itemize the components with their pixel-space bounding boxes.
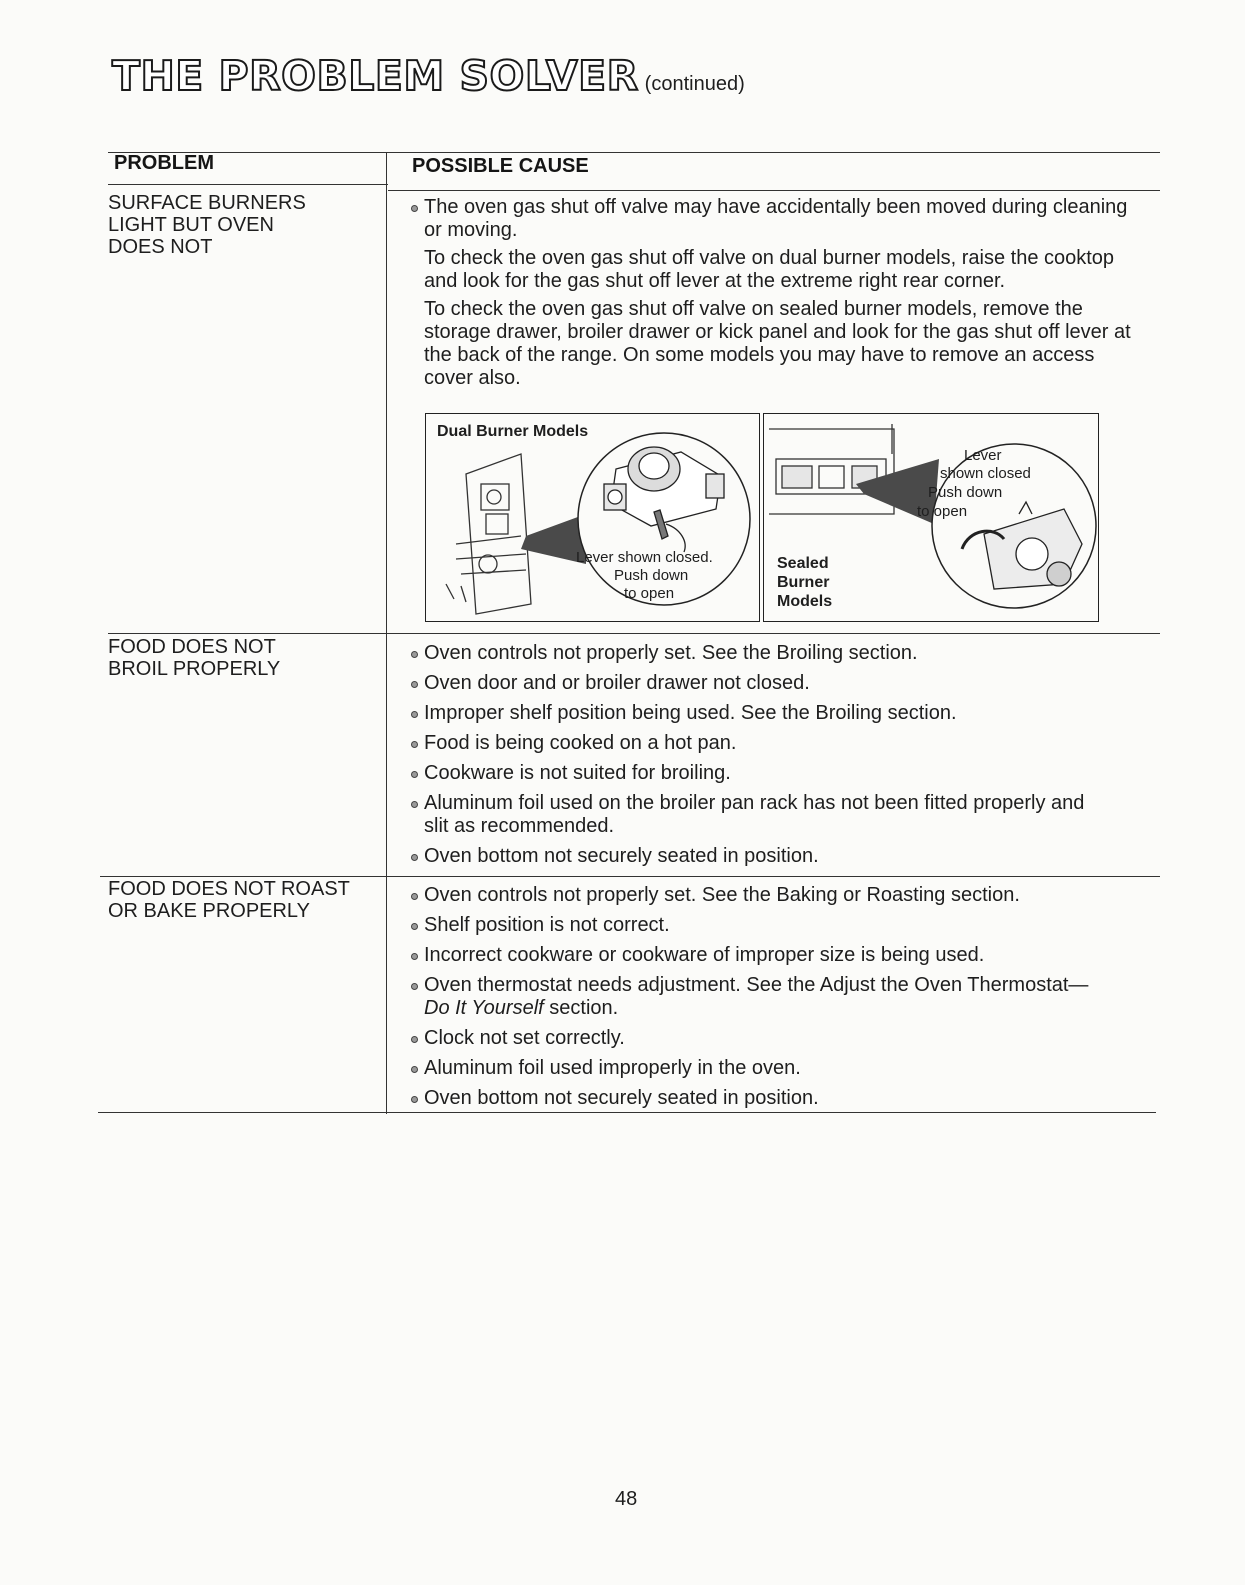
cause-item-thermostat bbox=[410, 974, 1170, 1020]
cause-item: Clock not set correctly. bbox=[410, 1027, 1170, 1050]
figure-sealed-title-2: Burner bbox=[777, 574, 830, 591]
cause-item: The oven gas shut off valve may have accidentally been moved during cleaning or moving. bbox=[410, 196, 1145, 242]
cause-thermostat-tail: section. bbox=[543, 997, 619, 1019]
problem-surface-burners: SURFACE BURNERS LIGHT BUT OVEN DOES NOT bbox=[108, 192, 306, 258]
cause-item: Shelf position is not correct. bbox=[410, 914, 1170, 937]
page-title bbox=[112, 52, 745, 100]
figure-dual-caption-3: to open bbox=[624, 585, 675, 602]
figure-sealed-title-1: Sealed bbox=[777, 555, 829, 572]
cause-item: Aluminum foil used improperly in the oven. bbox=[410, 1057, 1170, 1080]
figure-sealed-caption-4: to open bbox=[917, 503, 968, 520]
figure-dual-burner bbox=[425, 413, 760, 622]
cause-thermostat-italic: Do It Yourself bbox=[424, 997, 544, 1019]
cause-item: Cookware is not suited for broiling. bbox=[410, 762, 1110, 785]
causes-food-not-roast-bake bbox=[410, 884, 1170, 1110]
figure-dual-caption-2: Push down bbox=[614, 567, 689, 584]
problem-food-not-broil: FOOD DOES NOT BROIL PROPERLY bbox=[108, 636, 281, 680]
cause-item: Oven door and or broiler drawer not closed. bbox=[410, 672, 1110, 695]
cause-item: Oven controls not properly set. See the Baking or Roasting section. bbox=[410, 884, 1170, 907]
figure-dual-caption-1: Lever shown closed. bbox=[576, 549, 713, 566]
cause-item: Incorrect cookware or cookware of improper size is being used. bbox=[410, 944, 1170, 967]
cause-item: Oven bottom not securely seated in position. bbox=[410, 1087, 1170, 1110]
figure-sealed-caption-1: Lever bbox=[964, 447, 1002, 464]
column-header-cause: POSSIBLE CAUSE bbox=[412, 155, 589, 177]
figure-sealed-caption-3: Push down bbox=[928, 484, 1003, 501]
cause-paragraph: To check the oven gas shut off valve on sealed burner models, remove the storage drawer, broiler drawer or kick panel and look for the gas shut off lever at the back of the range. On some models you may have to remove an access cover also. bbox=[424, 298, 1131, 389]
header-rule-cause bbox=[388, 190, 1160, 191]
row-rule-2 bbox=[100, 876, 1160, 877]
cause-item: Improper shelf position being used. See the Broiling section. bbox=[410, 702, 1110, 725]
figure-sealed-burner bbox=[763, 413, 1099, 622]
causes-surface-burners bbox=[410, 196, 1145, 390]
cause-item: Oven controls not properly set. See the Broiling section. bbox=[410, 642, 1110, 665]
problem-food-not-roast-bake: FOOD DOES NOT ROAST OR BAKE PROPERLY bbox=[108, 878, 350, 922]
cause-item: Oven bottom not securely seated in position. bbox=[410, 845, 1110, 868]
gas-valve-illustration bbox=[426, 414, 759, 621]
figure-dual-burner-title: Dual Burner Models bbox=[437, 423, 589, 440]
cause-item: Aluminum foil used on the broiler pan rack has not been fitted properly and slit as recommended. bbox=[410, 792, 1110, 838]
page-number: 48 bbox=[615, 1488, 638, 1510]
column-header-problem: PROBLEM bbox=[114, 152, 214, 174]
table-bottom-rule bbox=[98, 1112, 1156, 1113]
figure-sealed-caption-2: shown closed bbox=[940, 465, 1031, 482]
cause-thermostat-text: Oven thermostat needs adjustment. See the Adjust the Oven Thermostat— bbox=[424, 974, 1089, 996]
causes-food-not-broil bbox=[410, 642, 1110, 868]
page-title-text: THE PROBLEM SOLVER bbox=[112, 52, 639, 100]
cause-item: Food is being cooked on a hot pan. bbox=[410, 732, 1110, 755]
cause-paragraph: To check the oven gas shut off valve on dual burner models, raise the cooktop and look for the gas shut off lever at the extreme right rear corner. bbox=[424, 247, 1115, 292]
row-rule-1 bbox=[108, 633, 1160, 634]
page-title-suffix: (continued) bbox=[644, 73, 745, 95]
figure-sealed-title-3: Models bbox=[777, 593, 833, 610]
header-rule-problem bbox=[108, 184, 388, 185]
table-top-rule bbox=[108, 152, 1160, 153]
